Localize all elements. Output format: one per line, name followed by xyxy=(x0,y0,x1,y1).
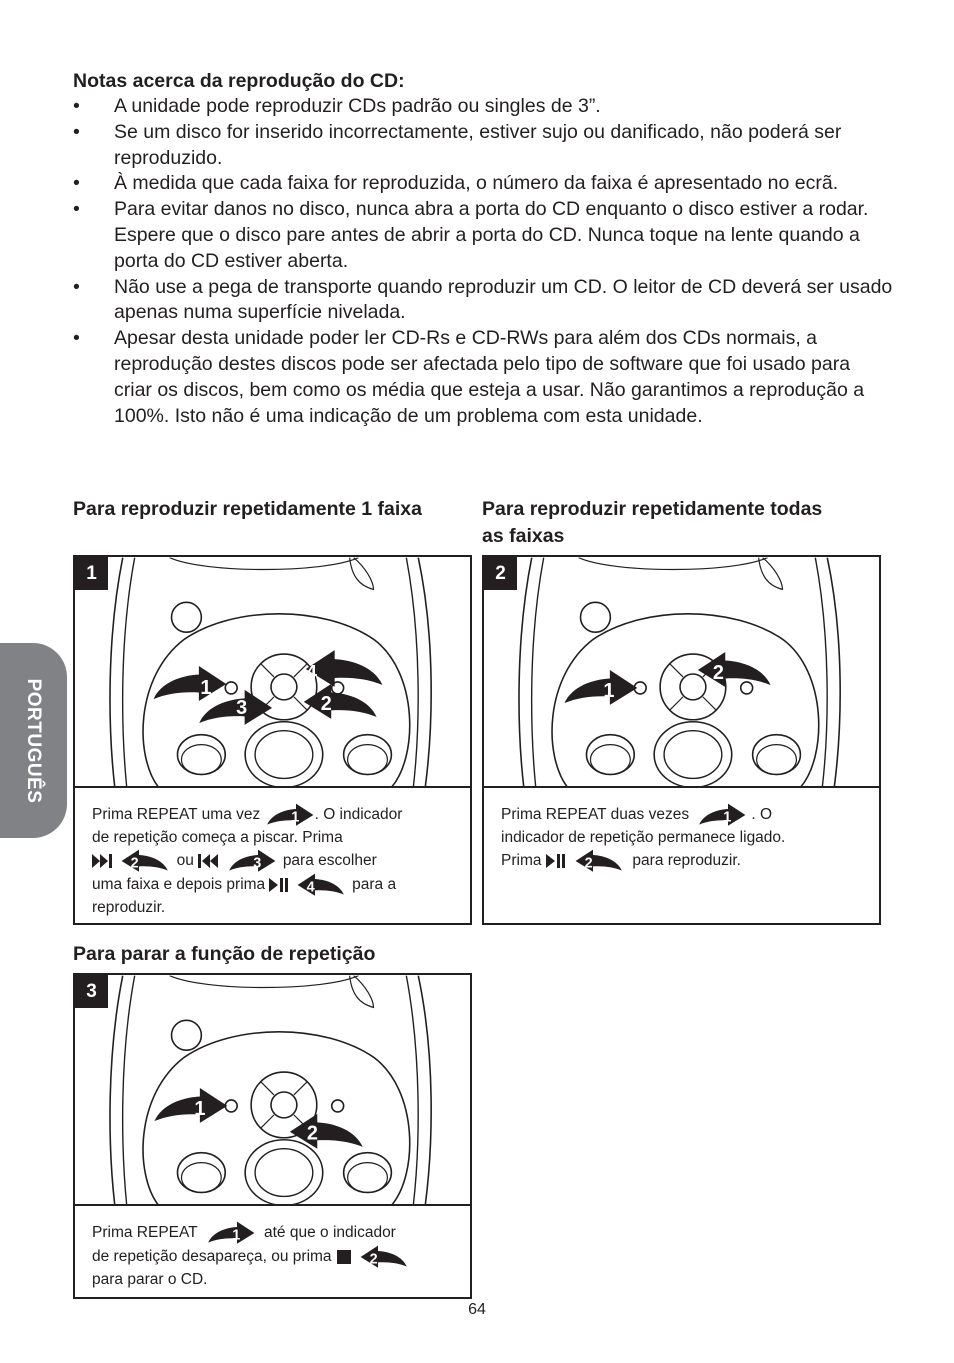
svg-text:1: 1 xyxy=(723,809,732,826)
svg-text:1: 1 xyxy=(231,1227,240,1244)
step-caption: Prima REPEAT uma vez 1 . O indicador de repetição começa a piscar. Prima 2 ou 3 para escolher uma faixa e depois prima 4 para a reproduzir. xyxy=(92,803,460,918)
arrow-left-icon xyxy=(306,650,383,687)
arrow-right-icon xyxy=(265,803,315,827)
svg-text:1: 1 xyxy=(290,809,299,826)
arrow-left-icon xyxy=(570,849,628,873)
divider xyxy=(484,786,879,788)
arrow-left-icon xyxy=(304,684,377,719)
svg-text:2: 2 xyxy=(130,855,139,872)
step-number-badge: 3 xyxy=(75,975,108,1008)
section-title-stop-repeat: Para parar a função de repetição xyxy=(73,943,376,965)
stop-icon xyxy=(336,1250,352,1264)
svg-text:3: 3 xyxy=(236,696,248,719)
step-panel-1 xyxy=(73,555,472,925)
cd-player-illustration xyxy=(484,557,879,788)
note-item: • Para evitar danos no disco, nunca abra a porta do CD enquanto o disco estiver a rodar. Espere que o disco pare antes de abrir a porta do CD. Nunca toque na lente quando a porta do CD estiver aberta. xyxy=(73,198,869,272)
arrow-right-icon xyxy=(225,849,279,873)
cd-player-illustration xyxy=(75,557,470,788)
arrow-left-icon xyxy=(356,1245,412,1269)
language-label: PORTUGUÊS xyxy=(23,678,44,804)
section-title-repeat-all: Para reproduzir repetidamente todas as faixas xyxy=(482,498,823,547)
step-number-badge: 1 xyxy=(75,557,108,590)
svg-text:2: 2 xyxy=(712,661,724,684)
arrow-left-icon xyxy=(118,849,172,873)
svg-text:4: 4 xyxy=(306,879,315,896)
bullet: • xyxy=(73,120,80,143)
arrow-right-icon xyxy=(564,670,637,705)
step-panel-2 xyxy=(482,555,881,925)
bullet: • xyxy=(73,95,80,117)
note-item: • A unidade pode reproduzir CDs padrão ou singles de 3”. xyxy=(73,94,893,120)
section-title-repeat-one: Para reproduzir repetidamente 1 faixa xyxy=(73,498,422,520)
step-number-badge: 2 xyxy=(484,557,517,590)
note-item: • Se um disco for inserido incorrectamente, estiver sujo ou danificado, não poderá ser reproduzido. xyxy=(73,120,842,169)
notes-title: Notas acerca da reprodução do CD: xyxy=(73,70,405,92)
svg-text:1: 1 xyxy=(603,679,615,702)
divider xyxy=(75,1204,470,1206)
svg-text:2: 2 xyxy=(369,1251,378,1268)
note-item: • Não use a pega de transporte quando reproduzir um CD. O leitor de CD deverá ser usado apenas numa superfície nivelada. xyxy=(73,275,893,324)
arrow-right-icon xyxy=(693,803,751,827)
arrow-right-icon xyxy=(202,1221,260,1245)
bullet: • xyxy=(73,275,80,298)
bullet: • xyxy=(73,172,80,195)
svg-text:1: 1 xyxy=(194,1097,206,1120)
step-caption: Prima REPEAT 1 até que o indicador de repetição desapareça, ou prima 2 para parar o CD. xyxy=(92,1221,460,1291)
step-panel-3 xyxy=(73,973,472,1299)
svg-text:2: 2 xyxy=(320,692,332,715)
skip-previous-icon xyxy=(198,854,220,868)
play-pause-icon xyxy=(269,878,289,892)
bullet: • xyxy=(73,198,80,221)
step-caption: Prima REPEAT duas vezes 1 . O indicador de repetição permanece ligado. Prima 2 para reproduzir. xyxy=(501,803,869,873)
notes-list xyxy=(73,94,893,429)
skip-next-icon xyxy=(92,854,114,868)
cd-player-illustration xyxy=(75,975,470,1206)
note-item: • Apesar desta unidade poder ler CD-Rs e CD-RWs para além dos CDs normais, a reprodução destes discos pode ser afectada pelo tipo de software que foi usado para criar os discos, bem como os média que esteja a usar. Não garantimos a reprodução a 100%. Isto não é uma indicação de um problema com esta unidade. xyxy=(73,327,865,427)
page-number: 64 xyxy=(468,1301,486,1318)
svg-text:1: 1 xyxy=(200,676,212,699)
bullet: • xyxy=(73,327,80,350)
language-side-tab xyxy=(0,643,67,838)
arrow-right-icon xyxy=(154,666,227,701)
divider xyxy=(75,786,470,788)
note-item: • À medida que cada faixa for reproduzida, o número da faixa é apresentado no ecrã. xyxy=(73,171,893,197)
svg-text:2: 2 xyxy=(306,1122,318,1145)
play-pause-icon xyxy=(546,854,566,868)
arrow-left-icon xyxy=(294,873,348,897)
svg-text:2: 2 xyxy=(584,855,593,872)
arrow-right-icon xyxy=(154,1088,227,1123)
svg-text:3: 3 xyxy=(252,855,261,872)
svg-text:4: 4 xyxy=(305,661,317,684)
playback-notes xyxy=(73,69,893,429)
